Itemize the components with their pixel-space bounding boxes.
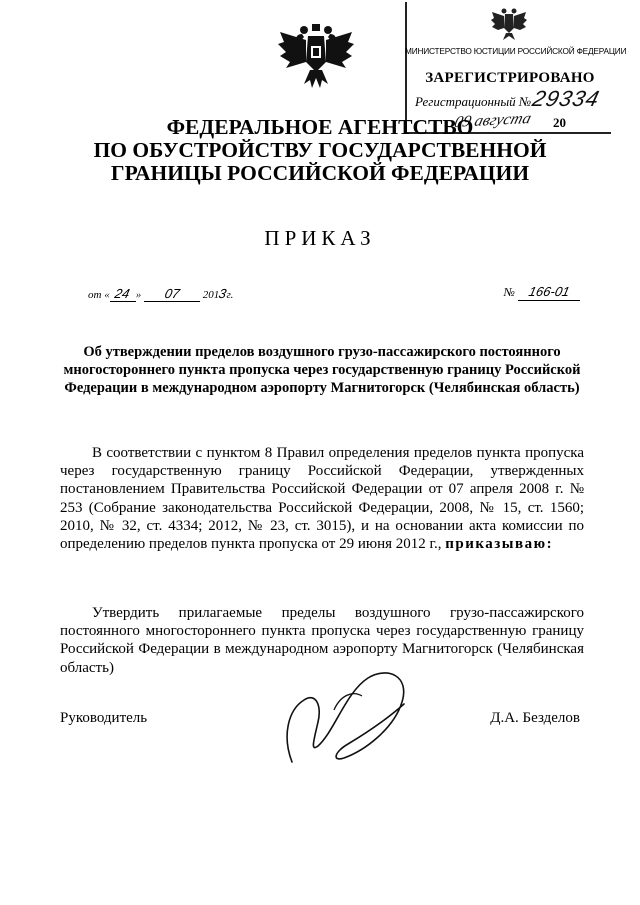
stamp-reg-number: 29334 bbox=[530, 86, 603, 111]
order-word: приказываю: bbox=[445, 536, 554, 553]
order-subject: Об утверждении пределов воздушного грузо-пассажирского постоянного многостороннего пункта пропуска через государственную границу Российской Федерации в международном аэропорту Магнитогорск (Челябинская область) bbox=[63, 344, 581, 396]
number-value: 166-01 bbox=[527, 284, 571, 299]
stamp-emblem-icon bbox=[491, 6, 527, 42]
number-prefix: № bbox=[503, 285, 515, 299]
date-suffix: г. bbox=[226, 289, 234, 301]
order-date bbox=[88, 286, 233, 302]
date-prefix: от « bbox=[88, 289, 110, 301]
body-paragraph-1 bbox=[60, 444, 584, 553]
date-year-digit: 3 bbox=[217, 286, 229, 301]
date-year-prefix: 201 bbox=[202, 289, 220, 301]
stamp-reg-label: Регистрационный № bbox=[415, 94, 532, 109]
date-mid: » bbox=[135, 289, 142, 301]
stamp-reg-date: 09 августа bbox=[452, 110, 534, 131]
date-month: 07 bbox=[163, 286, 181, 301]
order-number bbox=[504, 284, 580, 301]
stamp-registered: ЗАРЕГИСТРИРОВАНО bbox=[425, 70, 595, 86]
agency-line-3: ГРАНИЦЫ РОССИЙСКОЙ ФЕДЕРАЦИИ bbox=[110, 161, 530, 185]
agency-line-2: ПО ОБУСТРОЙСТВУ ГОСУДАРСТВЕННОЙ bbox=[93, 138, 547, 162]
handwritten-signature bbox=[274, 640, 424, 770]
body-paragraph-1-text: В соответствии с пунктом 8 Правил определения пределов пункта пропуска через государственную границу Российской Федерации, утвержденных постановлением Правительства Российской Федерации от 07 апреля 2008 г. № 253 (Собрание законодательства Российской Федерации, 2008, № 15, ст. 1560; 2010, № 32, ст. 4334; 2012, № 23, ст. 3015), и на основании акта комиссии по определению пределов пункта пропуска от 29 июня 2012 г., bbox=[60, 445, 584, 553]
signatory-name: Д.А. Безделов bbox=[490, 710, 580, 726]
coat-of-arms-emblem bbox=[278, 22, 354, 92]
signatory-title: Руководитель bbox=[60, 710, 148, 726]
agency-line-1: ФЕДЕРАЛЬНОЕ АГЕНТСТВО bbox=[166, 115, 474, 139]
document-type: ПРИКАЗ bbox=[264, 226, 376, 250]
body-paragraph-2: Утвердить прилагаемые пределы воздушного грузо-пассажирского постоянного многостороннего пункта пропуска через государственную границу Российской Федерации в международном аэропорту Магнитогорск (Челябинская область) bbox=[60, 605, 584, 676]
agency-title bbox=[60, 116, 580, 185]
stamp-ministry: МИНИСТЕРСТВО ЮСТИЦИИ РОССИЙСКОЙ ФЕДЕРАЦИИ bbox=[405, 46, 627, 56]
stamp-reg-year: 20 bbox=[553, 115, 566, 130]
date-day: 24 bbox=[113, 286, 132, 301]
